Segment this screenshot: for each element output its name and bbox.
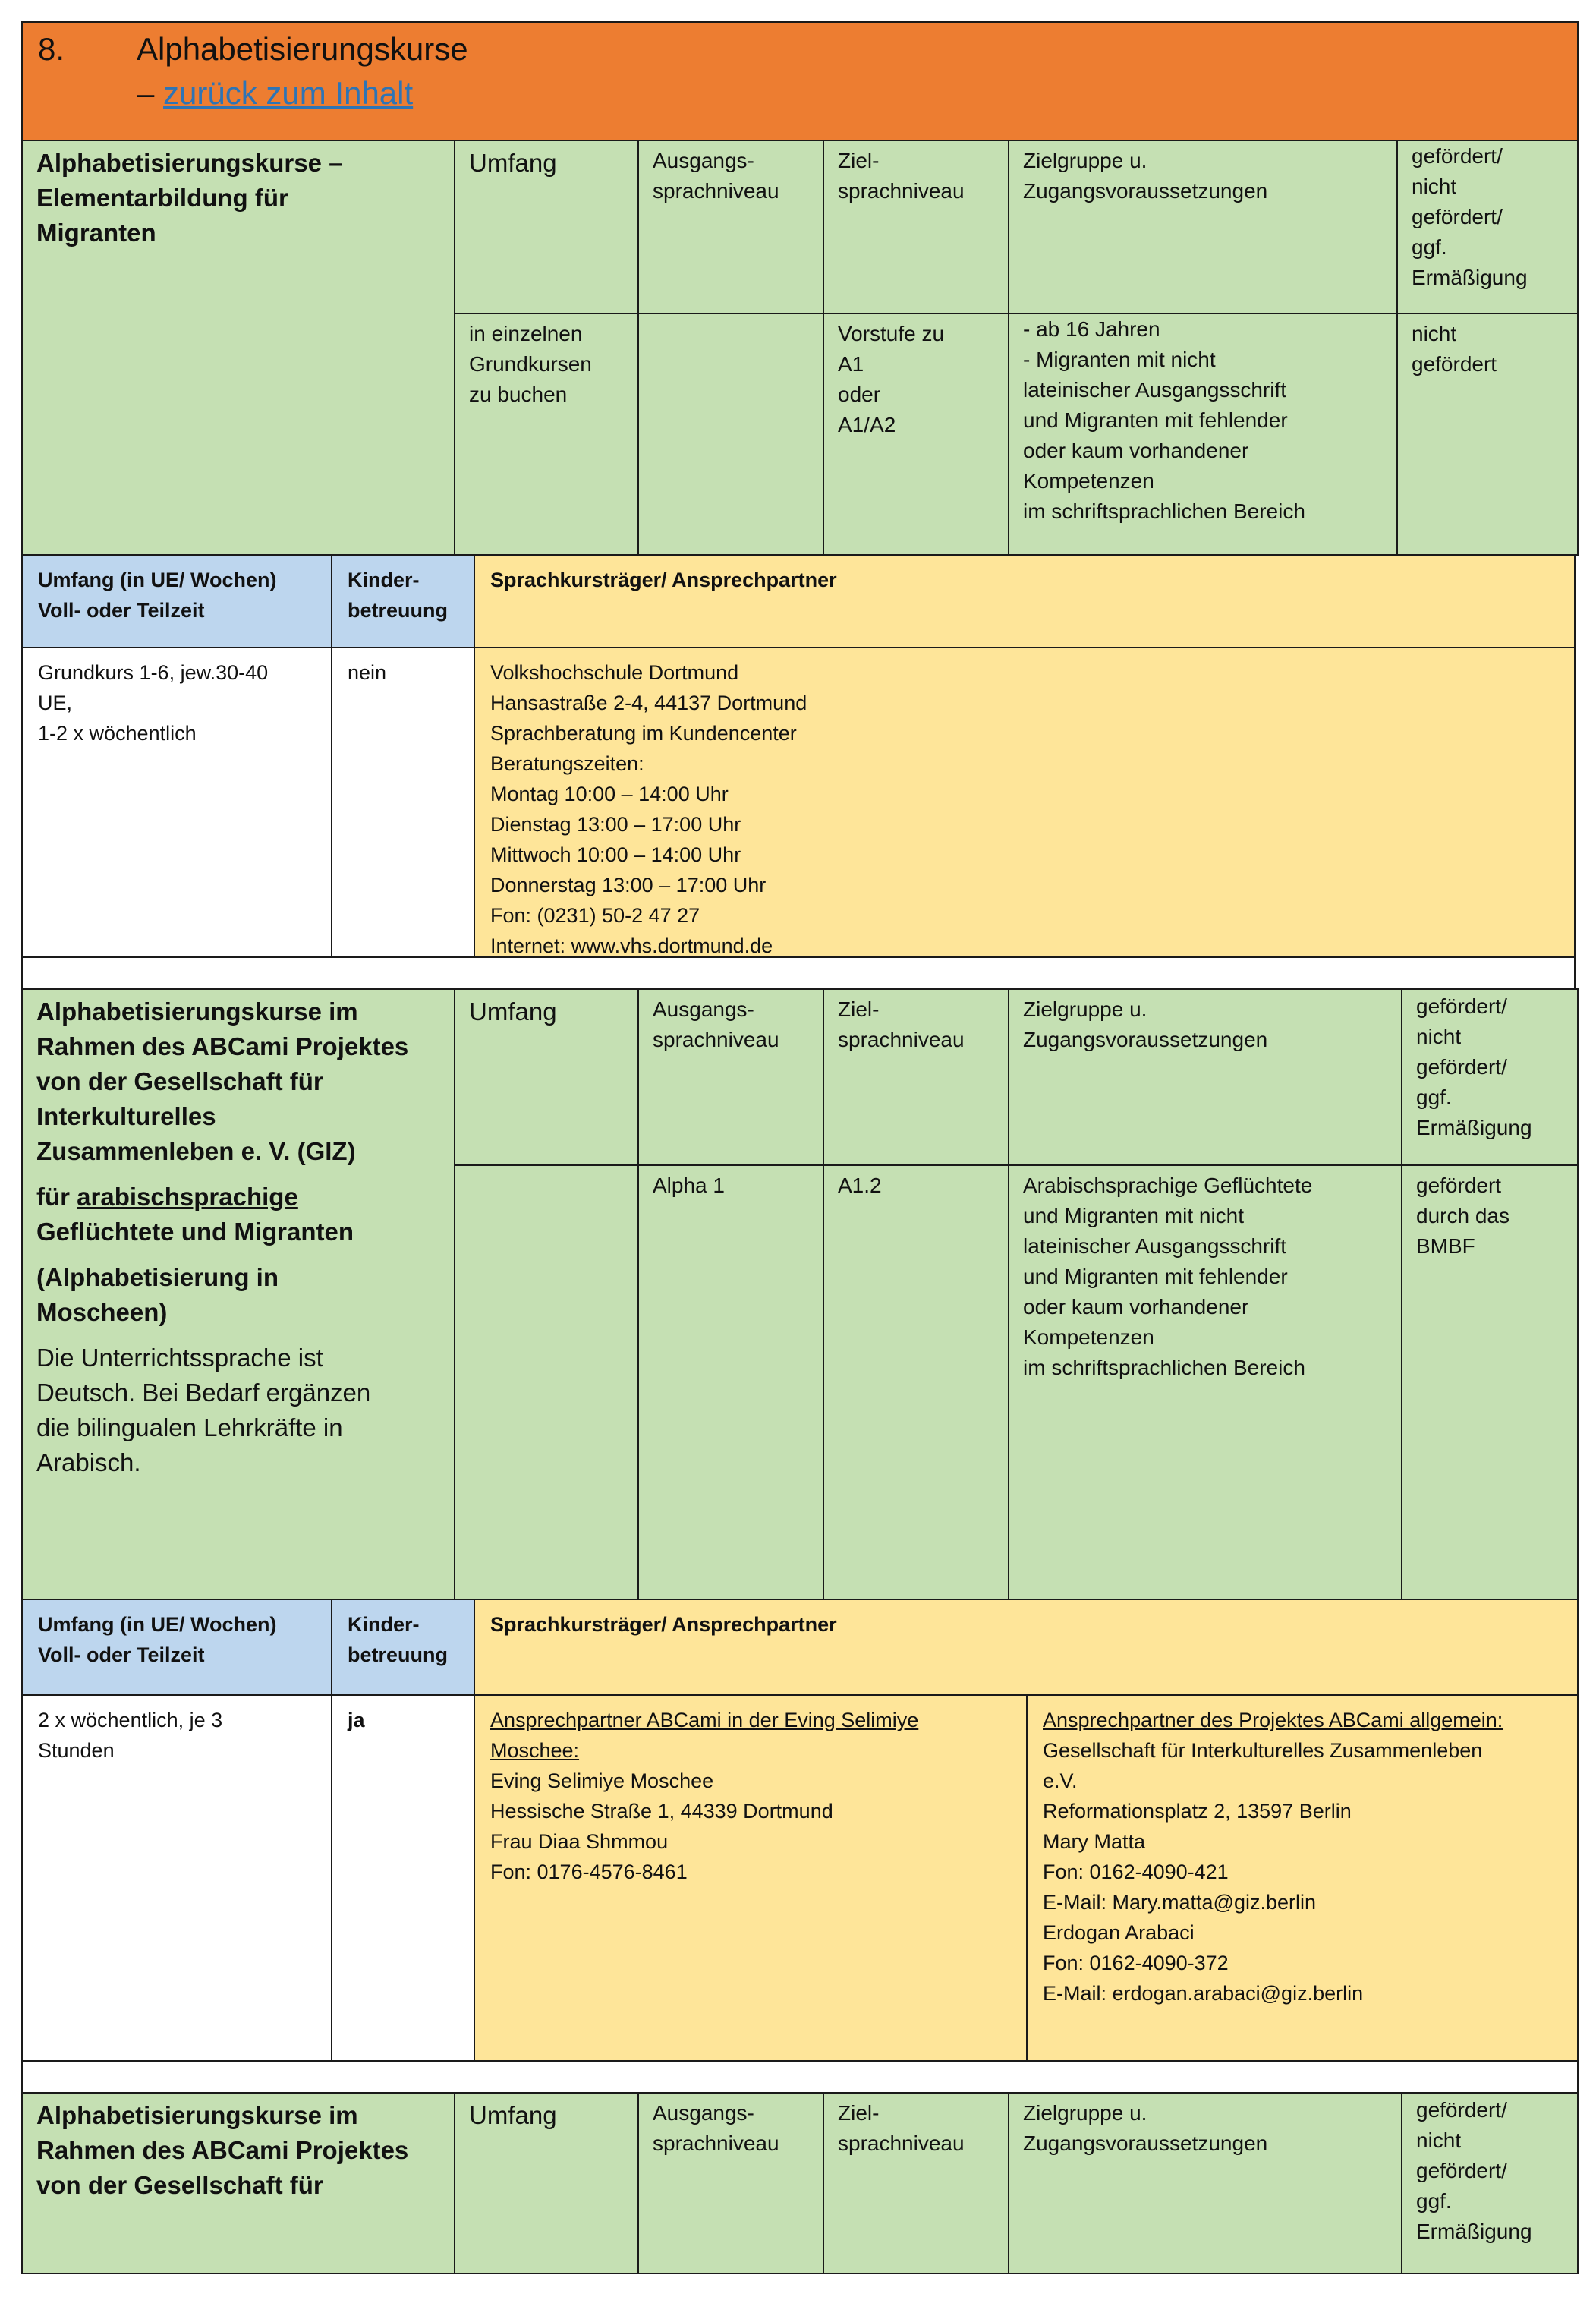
s3-col-zielgruppe-label: Zielgruppe u. [1023, 2101, 1147, 2125]
s1-val-ziel-line: A1/A2 [838, 413, 896, 436]
s2-val-zielgruppe-line: Kompetenzen [1023, 1325, 1154, 1349]
s2-mosque-line: Hessische Straße 1, 44339 Dortmund [490, 1800, 833, 1823]
s3-col-gefoerdert-label: Ermäßigung [1416, 2220, 1532, 2243]
s1-val-gefoerdert [1396, 313, 1579, 556]
s3-col-gefoerdert [1401, 2092, 1579, 2274]
s2-sub-traeger-label: Sprachkursträger/ Ansprechpartner [490, 1613, 837, 1636]
s2-project-line: Gesellschaft für Interkulturelles Zusammenleben [1043, 1739, 1483, 1762]
s1-detail-umfang [21, 647, 332, 958]
s1-detail-kinder-value: nein [348, 661, 387, 684]
s2-project-heading-line: Ansprechpartner des Projektes ABCami allgemein: [1043, 1709, 1503, 1731]
s2-blank [36, 1330, 440, 1341]
s3-col-zielgruppe [1008, 2092, 1402, 2274]
s2-col-umfang [454, 988, 639, 1166]
s2-col-ausgang-label: Ausgangs- [653, 997, 754, 1021]
s2-note-line: Deutsch. Bei Bedarf ergänzen [36, 1378, 371, 1407]
s1-detail-traeger [474, 647, 1576, 958]
s2-detail-traeger-mosque [474, 1694, 1028, 2062]
s2-val-umfang [454, 1164, 639, 1600]
s3-title-line: Rahmen des ABCami Projektes [36, 2136, 409, 2164]
s2-project-line: Reformationsplatz 2, 13597 Berlin [1043, 1800, 1352, 1823]
s2-fuer-underlined: arabischsprachige [77, 1183, 298, 1211]
s1-sub-umfang [21, 554, 332, 648]
s1-col-ziel-label: sprachniveau [838, 179, 965, 203]
s2-mosque-heading-line: Ansprechpartner ABCami in der Eving Selimiye [490, 1709, 919, 1731]
s3-col-ziel [823, 2092, 1009, 2274]
s3-col-gefoerdert-label: gefördert/ [1416, 2098, 1507, 2122]
s2-title-line: von der Gesellschaft für [36, 1067, 323, 1095]
s2-col-umfang-label: Umfang [469, 997, 557, 1026]
s3-title-line: Alphabetisierungskurse im [36, 2101, 358, 2129]
section-header [21, 21, 1579, 141]
s1-val-zielgruppe-line: oder kaum vorhandener [1023, 439, 1249, 462]
s2-val-zielgruppe-line: und Migranten mit nicht [1023, 1204, 1245, 1227]
s2-col-ziel-label: Ziel- [838, 997, 880, 1021]
s2-col-zielgruppe-label: Zielgruppe u. [1023, 997, 1147, 1021]
s2-detail-kinder [331, 1694, 475, 2062]
s3-col-umfang-label: Umfang [469, 2101, 557, 2129]
s1-val-gefoerdert-line: gefördert [1412, 352, 1497, 376]
s1-sub-umfang-line: Umfang (in UE/ Wochen) [38, 569, 277, 591]
s1-traeger-line: Dienstag 13:00 – 17:00 Uhr [490, 813, 741, 836]
s2-sub-umfang-line: Voll- oder Teilzeit [38, 1643, 205, 1666]
s1-val-zielgruppe-line: - ab 16 Jahren [1023, 317, 1160, 341]
s2-val-ziel [823, 1164, 1009, 1600]
s1-detail-umfang-line: UE, [38, 692, 73, 714]
s1-sub-kinder [331, 554, 475, 648]
s2-val-zielgruppe-line: Arabischsprachige Geflüchtete [1023, 1174, 1313, 1197]
s1-sub-kinder-line: betreuung [348, 599, 448, 622]
s2-title-line: Alphabetisierungskurse im [36, 997, 358, 1026]
s2-target-line: Geflüchtete und Migranten [36, 1218, 354, 1246]
s2-project-line: Mary Matta [1043, 1830, 1146, 1853]
s1-col-gefoerdert-label: Ermäßigung [1412, 266, 1528, 289]
s2-val-zielgruppe-line: und Migranten mit fehlender [1023, 1265, 1288, 1288]
s1-val-zielgruppe-line: Kompetenzen [1023, 469, 1154, 493]
s1-traeger-line: Volkshochschule Dortmund [490, 661, 739, 684]
s1-col-gefoerdert-label: nicht [1412, 175, 1457, 198]
s1-col-zielgruppe-label: Zielgruppe u. [1023, 149, 1147, 172]
s1-val-zielgruppe-line: - Migranten mit nicht [1023, 348, 1216, 371]
s1-traeger-line: Beratungszeiten: [490, 752, 644, 775]
s2-title-line: Interkulturelles [36, 1102, 216, 1130]
s2-val-zielgruppe-line: im schriftsprachlichen Bereich [1023, 1356, 1305, 1379]
s2-col-gefoerdert [1401, 988, 1579, 1166]
s1-col-gefoerdert [1396, 140, 1579, 314]
back-dash: – [137, 75, 164, 111]
s2-title-line: Zusammenleben e. V. (GIZ) [36, 1137, 356, 1165]
s1-title-line: Elementarbildung für [36, 184, 288, 212]
s1-sub-traeger-label: Sprachkursträger/ Ansprechpartner [490, 569, 837, 591]
s2-sub-kinder-line: betreuung [348, 1643, 448, 1666]
s1-sub-kinder-line: Kinder- [348, 569, 420, 591]
s3-col-ausgang [637, 2092, 824, 2274]
s2-detail-umfang-line: 2 x wöchentlich, je 3 [38, 1709, 223, 1731]
s1-val-zielgruppe-line: und Migranten mit fehlender [1023, 408, 1288, 432]
s2-mosque-line: Fon: 0176-4576-8461 [490, 1861, 688, 1883]
s1-title-line: Alphabetisierungskurse – [36, 149, 343, 177]
s1-val-gefoerdert-line: nicht [1412, 322, 1457, 345]
s1-val-zielgruppe-line: lateinischer Ausgangsschrift [1023, 378, 1287, 402]
back-to-contents-link[interactable]: zurück zum Inhalt [163, 75, 414, 111]
s2-val-gefoerdert-line: gefördert [1416, 1174, 1502, 1197]
s1-col-ziel-label: Ziel- [838, 149, 880, 172]
s2-spacer-row [21, 2060, 1579, 2094]
s2-mosque-line: Eving Selimiye Moschee [490, 1769, 714, 1792]
s3-col-zielgruppe-label: Zugangsvoraussetzungen [1023, 2132, 1268, 2155]
s2-col-zielgruppe [1008, 988, 1402, 1166]
s2-detail-traeger-project [1026, 1694, 1579, 2062]
s2-val-ausgang [637, 1164, 824, 1600]
s1-val-ziel [823, 313, 1009, 556]
s2-detail-umfang [21, 1694, 332, 2062]
s2-col-ausgang-label: sprachniveau [653, 1028, 779, 1051]
s3-col-gefoerdert-label: gefördert/ [1416, 2159, 1507, 2182]
s1-traeger-line: Mittwoch 10:00 – 14:00 Uhr [490, 843, 741, 866]
s1-detail-umfang-line: 1-2 x wöchentlich [38, 722, 197, 745]
s3-col-ziel-label: sprachniveau [838, 2132, 965, 2155]
s2-project-line: E-Mail: erdogan.arabaci@giz.berlin [1043, 1982, 1364, 2005]
s3-col-ausgang-label: sprachniveau [653, 2132, 779, 2155]
s2-project-line: Erdogan Arabaci [1043, 1921, 1195, 1944]
s1-col-gefoerdert-label: gefördert/ [1412, 205, 1503, 228]
s2-sub-traeger [474, 1599, 1579, 1696]
s1-traeger-line: Donnerstag 13:00 – 17:00 Uhr [490, 874, 767, 896]
s2-val-zielgruppe-line: lateinischer Ausgangsschrift [1023, 1234, 1287, 1258]
s2-moscheen-line: Moscheen) [36, 1298, 168, 1326]
s2-col-gefoerdert-label: ggf. [1416, 1085, 1452, 1109]
s1-col-zielgruppe-label: Zugangsvoraussetzungen [1023, 179, 1268, 203]
s2-sub-umfang [21, 1599, 332, 1696]
s2-col-gefoerdert-label: gefördert/ [1416, 994, 1507, 1018]
s2-blank [36, 1169, 440, 1180]
s1-col-ziel [823, 140, 1009, 314]
s1-col-ausgang-label: Ausgangs- [653, 149, 754, 172]
s3-course-title [21, 2092, 455, 2274]
s2-project-line: Fon: 0162-4090-421 [1043, 1861, 1229, 1883]
s2-sub-kinder-line: Kinder- [348, 1613, 420, 1636]
s1-traeger-line: Fon: (0231) 50-2 47 27 [490, 904, 700, 927]
s1-val-umfang [454, 313, 639, 556]
s2-val-gefoerdert-line: durch das [1416, 1204, 1509, 1227]
s2-detail-kinder-value: ja [348, 1709, 365, 1731]
s1-val-umfang-line: zu buchen [469, 383, 568, 406]
s2-val-ziel-line: A1.2 [838, 1174, 882, 1197]
s1-val-ziel-line: A1 [838, 352, 864, 376]
section-title: Alphabetisierungskurse [137, 31, 468, 67]
s1-traeger-line: Montag 10:00 – 14:00 Uhr [490, 783, 729, 805]
s2-val-gefoerdert [1401, 1164, 1579, 1600]
s2-note-line: die bilingualen Lehrkräfte in [36, 1413, 343, 1441]
s1-val-ziel-line: Vorstufe zu [838, 322, 945, 345]
s1-traeger-line: Sprachberatung im Kundencenter [490, 722, 797, 745]
s2-note-line: Die Unterrichtssprache ist [36, 1344, 323, 1372]
s1-col-gefoerdert-label: ggf. [1412, 235, 1447, 259]
s2-detail-umfang-line: Stunden [38, 1739, 115, 1762]
s1-sub-traeger [474, 554, 1576, 648]
s2-val-zielgruppe [1008, 1164, 1402, 1600]
s1-val-zielgruppe [1008, 313, 1398, 556]
s1-spacer-row [21, 956, 1576, 990]
s2-col-ausgang [637, 988, 824, 1166]
back-link-row [137, 71, 413, 115]
s2-fuer-prefix: für [36, 1183, 77, 1211]
s1-detail-umfang-line: Grundkurs 1-6, jew.30-40 [38, 661, 269, 684]
s2-val-zielgruppe-line: oder kaum vorhandener [1023, 1295, 1249, 1319]
s3-col-umfang [454, 2092, 639, 2274]
section-number: 8. [38, 31, 65, 67]
s2-project-line: e.V. [1043, 1769, 1078, 1792]
s2-mosque-heading-line: Moschee: [490, 1739, 580, 1762]
s2-title-line: Rahmen des ABCami Projektes [36, 1032, 409, 1060]
s1-detail-kinder [331, 647, 475, 958]
s2-col-zielgruppe-label: Zugangsvoraussetzungen [1023, 1028, 1268, 1051]
s3-col-ausgang-label: Ausgangs- [653, 2101, 754, 2125]
s1-col-umfang-label: Umfang [469, 149, 557, 177]
s1-title-line: Migranten [36, 219, 156, 247]
s2-col-ziel [823, 988, 1009, 1166]
s2-project-line: Fon: 0162-4090-372 [1043, 1952, 1229, 1974]
s2-project-line: E-Mail: Mary.matta@giz.berlin [1043, 1891, 1316, 1914]
s2-col-gefoerdert-label: nicht [1416, 1025, 1462, 1048]
s2-note-line: Arabisch. [36, 1448, 141, 1476]
s1-col-ausgang-label: sprachniveau [653, 179, 779, 203]
s2-sub-umfang-line: Umfang (in UE/ Wochen) [38, 1613, 277, 1636]
s1-val-ziel-line: oder [838, 383, 881, 406]
s2-target-line [36, 1180, 440, 1215]
s1-val-umfang-line: Grundkursen [469, 352, 592, 376]
s2-moscheen-line: (Alphabetisierung in [36, 1263, 279, 1291]
s2-col-gefoerdert-label: gefördert/ [1416, 1055, 1507, 1079]
s3-col-gefoerdert-label: nicht [1416, 2128, 1462, 2152]
s1-course-title [21, 140, 455, 556]
s2-col-ziel-label: sprachniveau [838, 1028, 965, 1051]
s1-sub-umfang-line: Voll- oder Teilzeit [38, 599, 205, 622]
s2-course-title [21, 988, 455, 1600]
s1-col-gefoerdert-label: gefördert/ [1412, 144, 1503, 168]
s2-mosque-line: Frau Diaa Shmmou [490, 1830, 669, 1853]
s1-traeger-line: Hansastraße 2-4, 44137 Dortmund [490, 692, 807, 714]
s1-col-umfang [454, 140, 639, 314]
s2-blank [36, 1249, 440, 1260]
s1-val-umfang-line: in einzelnen [469, 322, 583, 345]
s1-col-zielgruppe [1008, 140, 1398, 314]
s3-title-line: von der Gesellschaft für [36, 2171, 323, 2199]
s3-col-ziel-label: Ziel- [838, 2101, 880, 2125]
s1-traeger-line: Internet: www.vhs.dortmund.de [490, 934, 773, 957]
s3-col-gefoerdert-label: ggf. [1416, 2189, 1452, 2213]
s1-val-zielgruppe-line: im schriftsprachlichen Bereich [1023, 499, 1305, 523]
s2-sub-kinder [331, 1599, 475, 1696]
s1-col-ausgang [637, 140, 824, 314]
s2-val-ausgang-line: Alpha 1 [653, 1174, 725, 1197]
s2-val-gefoerdert-line: BMBF [1416, 1234, 1475, 1258]
s1-val-ausgang [637, 313, 824, 556]
s2-col-gefoerdert-label: Ermäßigung [1416, 1116, 1532, 1139]
